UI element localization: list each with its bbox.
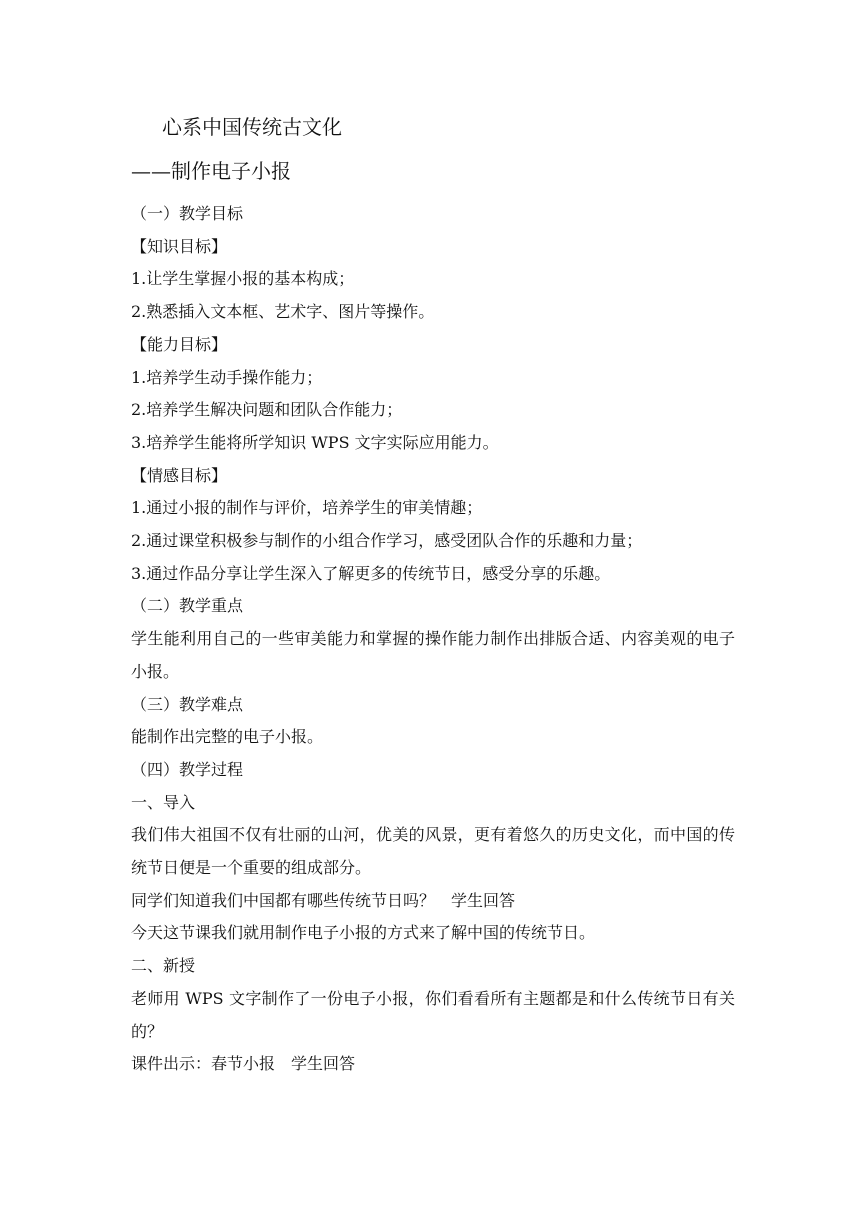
step-heading-intro: 一、导入: [131, 792, 196, 812]
document-subtitle: ——制作电子小报: [131, 159, 291, 183]
intro-statement: 今天这节课我们就用制作电子小报的方式来了解中国的传统节日。: [131, 923, 596, 943]
new-lesson-paragraph: 老师用 WPS 文字制作了一份电子小报，你们看看所有主题都是和什么传统节日有关的？: [131, 988, 735, 1041]
document-title: 心系中国传统古文化: [162, 115, 342, 139]
step-heading-new-lesson: 二、新授: [131, 956, 196, 976]
ability-objectives-heading: 【能力目标】: [131, 334, 228, 354]
knowledge-item: 2.熟悉插入文本框、艺术字、图片等操作。: [131, 302, 435, 322]
knowledge-item: 1.让学生掌握小报的基本构成；: [131, 269, 355, 289]
section-heading-key-points: （二）教学重点: [131, 596, 244, 616]
emotion-item: 1.通过小报的制作与评价，培养学生的审美情趣；: [131, 498, 483, 518]
emotion-objectives-heading: 【情感目标】: [131, 465, 228, 485]
ability-item: 1.培养学生动手操作能力；: [131, 367, 323, 387]
emotion-item: 2.通过课堂积极参与制作的小组合作学习，感受团队合作的乐趣和力量；: [131, 531, 643, 551]
intro-question: 同学们知道我们中国都有哪些传统节日吗？ 学生回答: [131, 890, 516, 910]
section-heading-difficulties: （三）教学难点: [131, 694, 244, 714]
emotion-item: 3.通过作品分享让学生深入了解更多的传统节日，感受分享的乐趣。: [131, 563, 611, 583]
ability-item: 3.培养学生能将所学知识 WPS 文字实际应用能力。: [131, 432, 499, 452]
knowledge-objectives-heading: 【知识目标】: [131, 236, 228, 256]
courseware-display-line: 课件出示：春节小报 学生回答: [131, 1054, 356, 1074]
key-points-paragraph: 学生能利用自己的一些审美能力和掌握的操作能力制作出排版合适、内容美观的电子小报。: [131, 629, 735, 681]
section-heading-objectives: （一）教学目标: [131, 204, 244, 223]
intro-paragraph: 我们伟大祖国不仅有壮丽的山河，优美的风景，更有着悠久的历史文化，而中国的传统节日便是一个重要的组成部分。: [131, 825, 735, 878]
document-body: [131, 112, 735, 1081]
ability-item: 2.培养学生解决问题和团队合作能力；: [131, 400, 403, 420]
section-heading-process: （四）教学过程: [131, 759, 244, 779]
difficulties-paragraph: 能制作出完整的电子小报。: [131, 727, 324, 747]
